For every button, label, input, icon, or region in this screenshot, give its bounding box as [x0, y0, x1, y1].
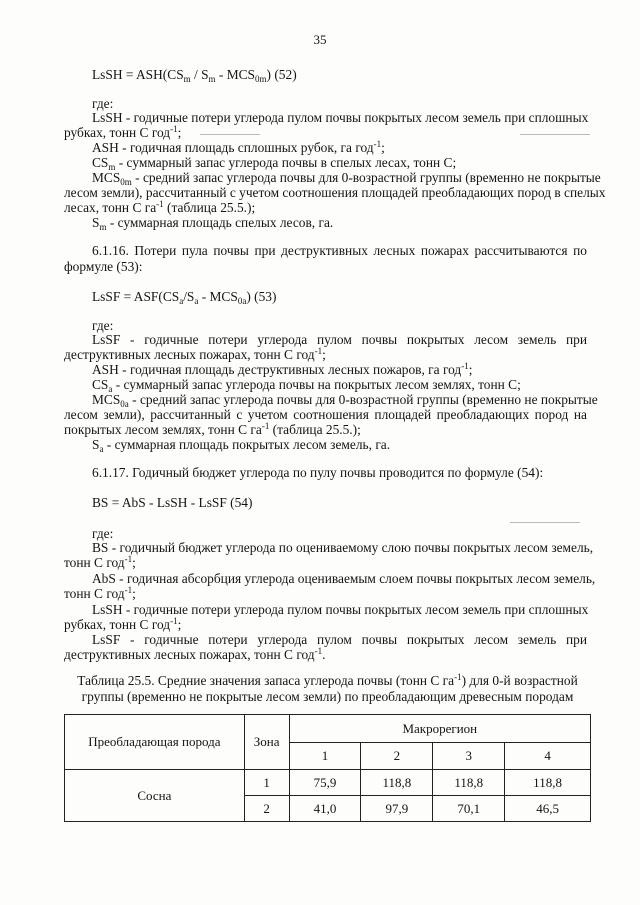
cell-zone: 2 [244, 796, 289, 822]
paragraph-6-1-16-cont: формуле (53): [64, 259, 143, 274]
cell-value: 41,0 [289, 796, 361, 822]
definition-line: LsSF - годичные потери углерода пулом почвы покрытых лесом земель при [92, 332, 587, 347]
definition-line: лесом земли), рассчитанный с учетом соотношения площадей преобладающих пород на [64, 407, 587, 422]
cell-value: 97,9 [361, 796, 433, 822]
definition-line: $S_m$ - суммарная площадь спелых лесов, га. [92, 215, 334, 232]
header-zone: Зона [244, 715, 289, 770]
formula-54: BS = AbS - LsSH - LsSF (54) [92, 495, 253, 510]
definition-line: $MCS_{0m}$ - средний запас углерода почвы для 0-возрастной группы (временно не покрытые [92, 170, 601, 187]
paragraph-6-1-16: 6.1.16. Потери пула почвы при деструктивных лесных пожарах рассчитываются по [92, 243, 587, 258]
paragraph-6-1-17: 6.1.17. Годичный бюджет углерода по пулу почвы проводится по формуле (54): [92, 465, 544, 480]
cell-value: 118,8 [361, 770, 433, 796]
definition-line: рубках, тонн С год$^{-1}$; [64, 616, 182, 632]
header-region-4: 4 [505, 743, 591, 770]
where-label: где: [92, 96, 114, 111]
formula-53: LsSF = $ASF(CS_a/S_a - MCS_{0a})$ (53) [92, 289, 277, 306]
cell-value: 118,8 [433, 770, 505, 796]
definition-line: покрытых лесом землях, тонн С $га^{-1}$ (таблица 25.5.); [64, 421, 361, 437]
where-label: где: [92, 526, 114, 541]
definition-line: BS - годичный бюджет углерода по оцениваемому слою почвы покрытых лесом земель, [92, 540, 594, 555]
cell-value: 46,5 [505, 796, 591, 822]
table-caption: Таблица 25.5. Средние значения запаса углерода почвы (тонн С $га^{-1}$) для 0-й возрастной [77, 672, 578, 688]
page-number: 35 [313, 32, 327, 47]
header-species: Преобладающая порода [65, 715, 245, 770]
scan-speck [520, 134, 590, 135]
definition-line: $CS_m$ - суммарный запас углерода почвы в спелых лесах, тонн С; [92, 155, 457, 172]
table-row [65, 770, 591, 796]
formula-52: LsSH = $ASH(CS_m / S_m - MCS_{0m})$ (52) [92, 67, 297, 84]
definition-line: лесах, тонн С $га^{-1}$ (таблица 25.5.); [64, 199, 256, 215]
header-region-1: 1 [289, 743, 361, 770]
header-macroregion: Макрорегион [289, 715, 590, 743]
cell-value: 118,8 [505, 770, 591, 796]
header-region-2: 2 [361, 743, 433, 770]
cell-species: Сосна [65, 770, 245, 822]
where-label: где: [92, 318, 114, 333]
definition-line: ASH - годичная площадь деструктивных лесных пожаров, га год$^{-1}$; [92, 361, 473, 377]
definition-line: ASH - годичная площадь сплошных рубок, га год$^{-1}$; [92, 139, 385, 155]
definition-line: рубках, тонн С год$^{-1}$; [64, 124, 182, 140]
definition-line: AbS - годичная абсорбция углерода оцениваемым слоем почвы покрытых лесом земель, [92, 571, 596, 586]
definition-line: деструктивных лесных пожарах, тонн С год$^{-1}$. [64, 646, 326, 662]
definition-line: LsSH - годичные потери углерода пулом почвы покрытых лесом земель при сплошных [92, 602, 589, 617]
definition-line: тонн С год$^{-1}$; [64, 554, 136, 570]
scan-speck [200, 134, 260, 135]
cell-value: 70,1 [433, 796, 505, 822]
scan-speck [510, 522, 580, 523]
cell-value: 75,9 [289, 770, 361, 796]
cell-zone: 1 [244, 770, 289, 796]
definition-line: $MCS_{0a}$ - средний запас углерода почвы для 0-возрастной группы (временно не покрытые [92, 392, 598, 409]
definition-line: лесом земли), рассчитанный с учетом соотношения площадей преобладающих пород в спелых [64, 185, 606, 200]
definition-line: LsSH - годичные потери углерода пулом почвы покрытых лесом земель при сплошных [92, 110, 589, 125]
definition-line: LsSF - годичные потери углерода пулом почвы покрытых лесом земель при [92, 632, 587, 647]
header-region-3: 3 [433, 743, 505, 770]
definition-line: $S_a$ - суммарная площадь покрытых лесом земель, га. [92, 437, 391, 454]
definition-line: деструктивных лесных пожарах, тонн С год$^{-1}$; [64, 346, 326, 362]
soil-carbon-table [64, 714, 591, 822]
table-caption-cont: группы (временно не покрытые лесом земли) по преобладающим древесным породам [81, 689, 574, 704]
definition-line: тонн С год$^{-1}$; [64, 585, 136, 601]
definition-line: $CS_a$ - суммарный запас углерода почвы на покрытых лесом землях, тонн С; [92, 377, 521, 394]
